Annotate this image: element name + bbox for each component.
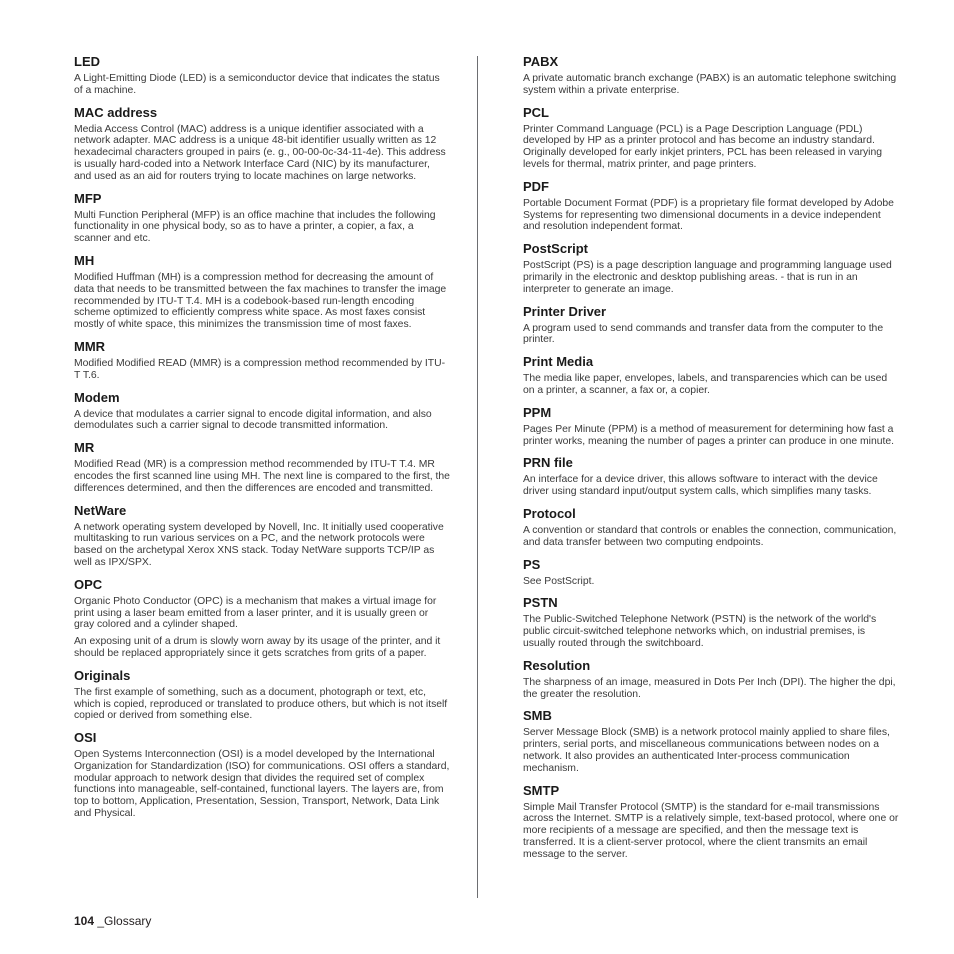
term-heading: OPC: [74, 576, 103, 592]
term-heading: MAC address: [74, 104, 158, 120]
term-heading: Modem: [74, 389, 120, 405]
term-definition: Modified Modified READ (MMR) is a compression method recommended by ITU-T T.6.: [74, 357, 446, 381]
term-heading: MR: [74, 440, 95, 456]
term-definition: A private automatic branch exchange (PABX) is an automatic telephone switching system within a private enterprise.: [523, 73, 897, 96]
term-heading: PSTN: [523, 595, 558, 611]
term-heading: PRN file: [523, 455, 573, 471]
term-definition: Printer Command Language (PCL) is a Page Description Language (PDL) developed by HP as a printer protocol and has become an industry standard. Originally developed for early inkjet printers, PCL has been released in varying levels for thermal, matrix printer, and page printers.: [523, 123, 882, 170]
term-heading: MH: [74, 252, 95, 268]
term-heading: Originals: [74, 667, 131, 683]
term-definition: A device that modulates a carrier signal to encode digital information, and also demodulates such a carrier signal to decode transmitted information.: [74, 408, 432, 432]
term-definition: Modified Huffman (MH) is a compression method for decreasing the amount of data that needs to be transmitted between the fax machines to transfer the image recommended by ITU-T T.4. MH is a codebook-based run-length encoding scheme optimized to efficiently compress white space. As most faxes consist mostly of white space, this minimizes the transmission time of most faxes.: [74, 271, 447, 331]
term-heading: MFP: [74, 190, 102, 206]
term-definition: PostScript (PS) is a page description language and programming language used primarily in the electronic and desktop publishing areas. - that is run in an interpreter to generate an image.: [523, 260, 892, 295]
term-definition: The media like paper, envelopes, labels, and transparencies which can be used on a printer, a scanner, a fax or, a copier.: [523, 373, 888, 396]
glossary-left-column: [74, 54, 450, 820]
term-definition: Server Message Block (SMB) is a network protocol mainly applied to share files, printers, serial ports, and miscellaneous communications between nodes on a network. It also provides an authenticated Inter-process communication mechanism.: [523, 727, 890, 774]
term-definition: Simple Mail Transfer Protocol (SMTP) is the standard for e-mail transmissions across the Internet. SMTP is a relatively simple, text-based protocol, where one or more recipients of a message are specified, and then the message text is transferred. It is a client-server protocol, where the client transmits an email message to the server.: [523, 801, 899, 860]
term-heading: NetWare: [74, 502, 127, 518]
page-footer: [74, 914, 151, 928]
term-heading: LED: [74, 54, 100, 69]
page-number: 104: [74, 914, 95, 928]
term-definition: The Public-Switched Telephone Network (PSTN) is the network of the world's public circuit-switched telephone networks which, on industrial premises, is usually routed through the switchboard.: [523, 614, 877, 649]
term-definition: Media Access Control (MAC) address is a unique identifier associated with a network adapter. MAC address is a unique 48-bit identifier usually written as 12 hexadecimal characters grouped in pairs (e. g., 00-00-0c-34-11-4e). This address is usually hard-coded into a Network Interface Card (NIC) by its manufacturer, and used as an aid for routers trying to locate machines on large networks.: [74, 123, 446, 182]
term-definition: A Light-Emitting Diode (LED) is a semiconductor device that indicates the status of a machine.: [74, 73, 440, 96]
term-definition: Multi Function Peripheral (MFP) is an office machine that includes the following functionality in one physical body, so as to have a printer, a copier, a fax, a scanner and etc.: [74, 209, 436, 245]
term-heading: OSI: [74, 730, 97, 746]
term-definition: See PostScript.: [523, 575, 595, 587]
term-definition: The first example of something, such as a document, photograph or text, etc, which is copied, reproduced or translated to produce others, but which is not itself copied or derived from something else.: [74, 686, 448, 722]
column-divider: [477, 56, 478, 898]
term-heading: Protocol: [523, 505, 576, 521]
term-heading: PDF: [523, 178, 549, 194]
term-definition: A network operating system developed by Novell, Inc. It initially used cooperative multitasking to run various services on a PC, and the network protocols were based on the archetypal Xerox XNS stack. Today NetWare supports TCP/IP as well as IPX/SPX.: [74, 521, 444, 568]
term-definition: An interface for a device driver, this allows software to interact with the device driver using standard input/output system calls, which simplifies many tasks.: [523, 474, 878, 498]
term-heading: SMTP: [523, 782, 560, 798]
term-heading: Printer Driver: [523, 303, 607, 319]
term-heading: MMR: [74, 338, 106, 354]
glossary-right-column: [523, 54, 899, 860]
term-definition: Organic Photo Conductor (OPC) is a mechanism that makes a virtual image for print using a laser beam emitted from a laser printer, and it is usually green or gray colored and a cylinder shaped.: [74, 595, 437, 631]
term-definition: Portable Document Format (PDF) is a proprietary file format developed by Adobe Systems for representing two dimensional documents in a device independent and resolution independent format.: [523, 197, 894, 233]
term-definition: Open Systems Interconnection (OSI) is a model developed by the International Organization for Standardization (ISO) for communications. OSI offers a standard, modular approach to network design that divides the required set of complex functions into manageable, self-contained, functional layers. The layers are, from top to bottom, Application, Presentation, Session, Transport, Network, Data Link and Physical.: [74, 749, 450, 820]
term-heading: SMB: [523, 708, 552, 724]
term-heading: PCL: [523, 104, 549, 120]
term-definition: Modified Read (MR) is a compression method recommended by ITU-T T.4. MR encodes the first scanned line using MH. The next line is compared to the first, the differences determined, and then the differences are encoded and transmitted.: [74, 459, 450, 494]
term-heading: PPM: [523, 404, 552, 420]
term-definition: A convention or standard that controls or enables the connection, communication, and data transfer between two computing endpoints.: [523, 524, 897, 548]
term-definition: An exposing unit of a drum is slowly worn away by its usage of the printer, and it should be replaced appropriately since it gets scratches from grits of a paper.: [74, 636, 441, 659]
term-definition: Pages Per Minute (PPM) is a method of measurement for determining how fast a printer works, meaning the number of pages a printer can produce in one minute.: [523, 423, 894, 447]
term-heading: PS: [523, 556, 541, 572]
term-definition: A program used to send commands and transfer data from the computer to the printer.: [523, 322, 884, 346]
term-definition: The sharpness of an image, measured in Dots Per Inch (DPI). The higher the dpi, the greater the resolution.: [523, 676, 896, 700]
term-heading: Print Media: [523, 354, 594, 370]
term-heading: PostScript: [523, 241, 589, 257]
term-heading: PABX: [523, 54, 559, 69]
term-heading: Resolution: [523, 657, 591, 673]
footer-section-label: _Glossary: [97, 914, 152, 928]
